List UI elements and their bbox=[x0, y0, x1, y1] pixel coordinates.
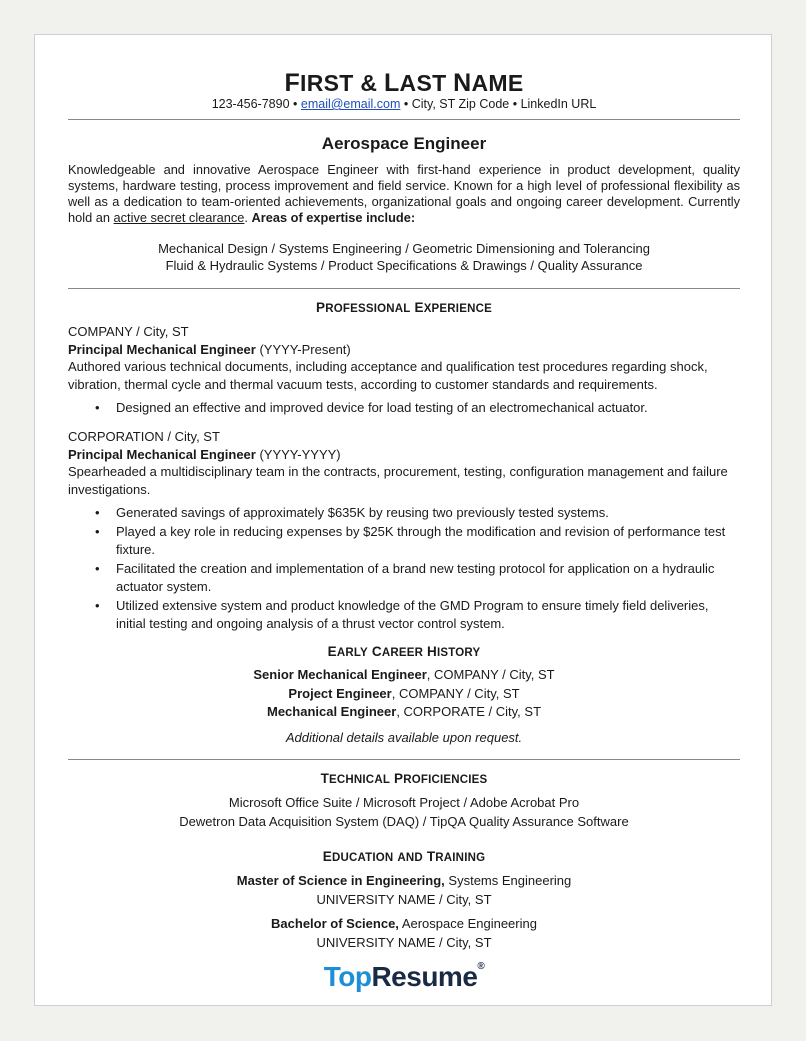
degree-line: Master of Science in Engineering, Systems Engineering bbox=[236, 873, 572, 888]
resume-page bbox=[34, 34, 772, 1006]
section-heading-experience: PROFESSIONAL EXPERIENCE bbox=[316, 300, 492, 315]
section-heading-early-career: EARLY CAREER HISTORY bbox=[327, 644, 481, 659]
divider bbox=[68, 288, 740, 289]
job-entry bbox=[68, 428, 740, 634]
early-career-list bbox=[68, 666, 740, 722]
technical-list bbox=[68, 794, 740, 831]
expertise-line: Mechanical Design / Systems Engineering / Geometric Dimensioning and Tolerancing bbox=[158, 241, 650, 256]
section-heading-education: EDUCATION AND TRAINING bbox=[322, 849, 486, 864]
list-item: Project Engineer, COMPANY / City, ST bbox=[288, 685, 520, 701]
degree-line: Bachelor of Science, Aerospace Engineering bbox=[271, 916, 537, 931]
job-entry bbox=[68, 323, 740, 418]
location: City, ST Zip Code bbox=[411, 97, 510, 111]
list-item: • Generated savings of approximately $635K by reusing two previously tested systems. bbox=[116, 504, 740, 522]
achievement-list bbox=[68, 504, 740, 633]
company: CORPORATION / City, ST bbox=[68, 429, 220, 444]
contact-line: 123-456-7890 • email@email.com • City, ST Zip Code • LinkedIn URL bbox=[211, 97, 597, 111]
list-item: Mechanical Engineer, CORPORATE / City, ST bbox=[266, 704, 542, 719]
topresume-logo: TopResume® bbox=[323, 961, 485, 992]
list-item: Microsoft Office Suite / Microsoft Project / Adobe Acrobat Pro bbox=[228, 795, 580, 810]
candidate-name: FIRST & LAST NAME bbox=[284, 69, 524, 97]
list-item: Dewetron Data Acquisition System (DAQ) / TipQA Quality Assurance Software bbox=[179, 813, 629, 829]
email-link[interactable]: email@email.com bbox=[300, 97, 401, 111]
job-title: Aerospace Engineer bbox=[321, 134, 487, 153]
list-item: Senior Mechanical Engineer, COMPANY / City, ST bbox=[253, 667, 555, 682]
divider bbox=[68, 759, 740, 760]
divider bbox=[68, 119, 740, 120]
role-line: Principal Mechanical Engineer (YYYY-Present) bbox=[68, 341, 351, 357]
list-item: • Facilitated the creation and implementation of a brand new testing protocol for application on a hydraulic actuator system. bbox=[116, 560, 740, 596]
linkedin: LinkedIn URL bbox=[520, 97, 597, 111]
list-item: • Played a key role in reducing expenses by $25K through the modification and revision of performance test fixture. bbox=[116, 523, 740, 559]
role-line: Principal Mechanical Engineer (YYYY-YYYY) bbox=[68, 446, 341, 462]
job-description: Authored various technical documents, including acceptance and qualification test procedures regarding shock, vibration, thermal cycle and thermal vacuum tests, according to customer standards and requirements. bbox=[68, 359, 708, 392]
list-item: • Utilized extensive system and product knowledge of the GMD Program to ensure timely field deliveries, initial testing and ongoing analysis of a thrust vector control system. bbox=[116, 597, 740, 633]
details-note: Additional details available upon request. bbox=[285, 730, 523, 745]
phone: 123-456-7890 bbox=[211, 97, 290, 111]
education-entry bbox=[68, 872, 740, 909]
summary: Knowledgeable and innovative Aerospace Engineer with first-hand experience in product development, quality systems, hardware testing, process improvement and field service. Known for a high level of professional flexibility as well as a dedication to team-oriented achievements, organizational goals and ongoing career development. Currently hold an active secret clearance. Areas of expertise include: bbox=[68, 162, 740, 225]
expertise-list bbox=[68, 240, 740, 274]
achievement-list bbox=[68, 399, 740, 417]
section-heading-technical: TECHNICAL PROFICIENCIES bbox=[320, 771, 488, 786]
school-line: UNIVERSITY NAME / City, ST bbox=[316, 934, 492, 950]
expertise-line: Fluid & Hydraulic Systems / Product Specifications & Drawings / Quality Assurance bbox=[165, 258, 643, 273]
job-description: Spearheaded a multidisciplinary team in the contracts, procurement, testing, configuration management and failure investigations. bbox=[68, 464, 728, 497]
education-entry bbox=[68, 915, 740, 952]
school-line: UNIVERSITY NAME / City, ST bbox=[316, 891, 492, 907]
company: COMPANY / City, ST bbox=[68, 324, 189, 339]
list-item: • Designed an effective and improved device for load testing of an electromechanical actuator. bbox=[116, 399, 740, 417]
